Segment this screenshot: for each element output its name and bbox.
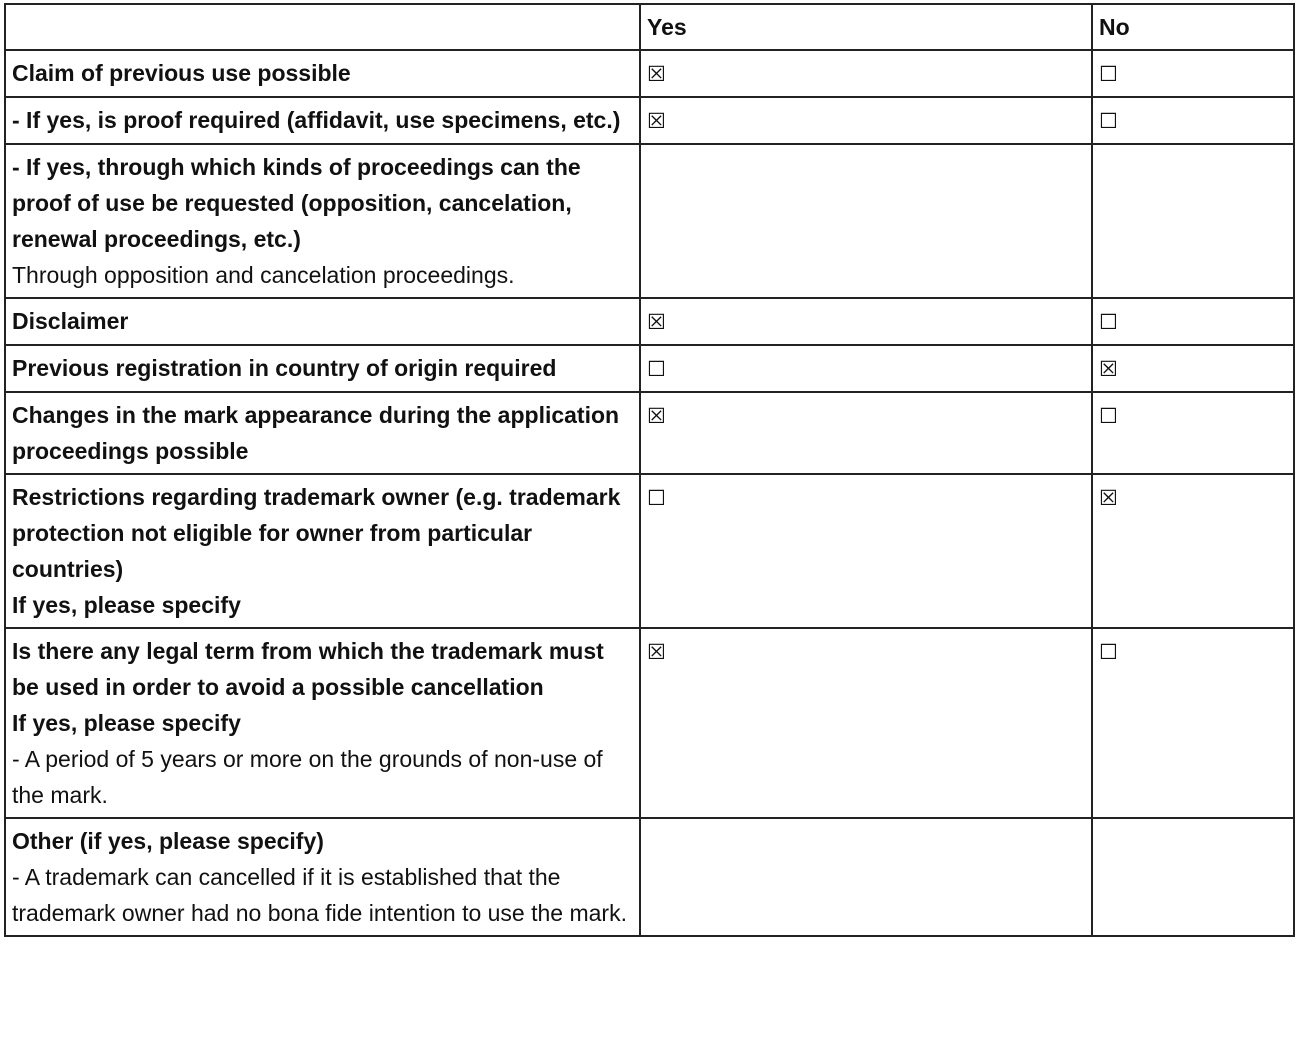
no-checkbox[interactable]: ☐ bbox=[1099, 62, 1118, 86]
criteria-label: - If yes, is proof required (affidavit, use specimens, etc.) bbox=[12, 107, 621, 133]
criteria-cell bbox=[5, 97, 640, 144]
no-cell bbox=[1092, 144, 1294, 298]
criteria-note: - A period of 5 years or more on the grounds of non-use of the mark. bbox=[12, 746, 603, 808]
header-yes-cell: Yes bbox=[640, 4, 1092, 50]
yes-cell bbox=[640, 345, 1092, 392]
no-checkbox[interactable]: ☐ bbox=[1099, 310, 1118, 334]
no-checkbox[interactable]: ☐ bbox=[1099, 640, 1118, 664]
criteria-cell bbox=[5, 818, 640, 936]
criteria-label: Claim of previous use possible bbox=[12, 60, 351, 86]
criteria-cell bbox=[5, 144, 640, 298]
yes-cell bbox=[640, 818, 1092, 936]
table-row bbox=[5, 818, 1294, 936]
no-cell bbox=[1092, 474, 1294, 628]
no-cell bbox=[1092, 345, 1294, 392]
criteria-label: If yes, please specify bbox=[12, 592, 241, 618]
yes-cell bbox=[640, 97, 1092, 144]
criteria-note: Through opposition and cancelation proceedings. bbox=[12, 262, 515, 288]
table-row bbox=[5, 345, 1294, 392]
criteria-label: - If yes, through which kinds of proceedings can the proof of use be requested (opposition, cancelation, renewal proceedings, etc.) bbox=[12, 154, 581, 252]
yes-cell bbox=[640, 50, 1092, 97]
criteria-cell bbox=[5, 628, 640, 818]
trademark-questionnaire-table bbox=[4, 3, 1295, 937]
yes-checkbox[interactable]: ☐ bbox=[647, 357, 666, 381]
yes-cell bbox=[640, 298, 1092, 345]
yes-cell bbox=[640, 144, 1092, 298]
criteria-label: If yes, please specify bbox=[12, 710, 241, 736]
criteria-cell bbox=[5, 50, 640, 97]
yes-cell bbox=[640, 474, 1092, 628]
table-row bbox=[5, 50, 1294, 97]
table-row bbox=[5, 144, 1294, 298]
yes-checkbox[interactable]: ☒ bbox=[647, 404, 666, 428]
no-cell bbox=[1092, 298, 1294, 345]
table-row bbox=[5, 628, 1294, 818]
table-row bbox=[5, 298, 1294, 345]
yes-cell bbox=[640, 628, 1092, 818]
no-cell bbox=[1092, 392, 1294, 474]
yes-cell bbox=[640, 392, 1092, 474]
header-row bbox=[5, 4, 1294, 50]
criteria-cell bbox=[5, 298, 640, 345]
yes-checkbox[interactable]: ☒ bbox=[647, 310, 666, 334]
yes-checkbox[interactable]: ☒ bbox=[647, 640, 666, 664]
criteria-cell bbox=[5, 392, 640, 474]
criteria-label: Is there any legal term from which the trademark must be used in order to avoid a possible cancellation bbox=[12, 638, 604, 700]
criteria-label: Other (if yes, please specify) bbox=[12, 828, 324, 854]
yes-checkbox[interactable]: ☐ bbox=[647, 486, 666, 510]
criteria-label: Previous registration in country of origin required bbox=[12, 355, 557, 381]
yes-checkbox[interactable]: ☒ bbox=[647, 109, 666, 133]
no-cell bbox=[1092, 818, 1294, 936]
no-checkbox[interactable]: ☐ bbox=[1099, 404, 1118, 428]
table-row bbox=[5, 392, 1294, 474]
header-no-cell: No bbox=[1092, 4, 1294, 50]
criteria-cell bbox=[5, 474, 640, 628]
criteria-label: Disclaimer bbox=[12, 308, 129, 334]
no-checkbox[interactable]: ☐ bbox=[1099, 109, 1118, 133]
no-cell bbox=[1092, 628, 1294, 818]
table-row bbox=[5, 97, 1294, 144]
no-checkbox[interactable]: ☒ bbox=[1099, 357, 1118, 381]
no-cell bbox=[1092, 50, 1294, 97]
no-checkbox[interactable]: ☒ bbox=[1099, 486, 1118, 510]
criteria-label: Changes in the mark appearance during the application proceedings possible bbox=[12, 402, 620, 464]
yes-checkbox[interactable]: ☒ bbox=[647, 62, 666, 86]
header-criteria-cell bbox=[5, 4, 640, 50]
criteria-label: Restrictions regarding trademark owner (e.g. trademark protection not eligible for owner from particular countries) bbox=[12, 484, 621, 582]
table-row bbox=[5, 474, 1294, 628]
criteria-cell bbox=[5, 345, 640, 392]
criteria-note: - A trademark can cancelled if it is established that the trademark owner had no bona fide intention to use the mark. bbox=[12, 864, 627, 926]
no-cell bbox=[1092, 97, 1294, 144]
